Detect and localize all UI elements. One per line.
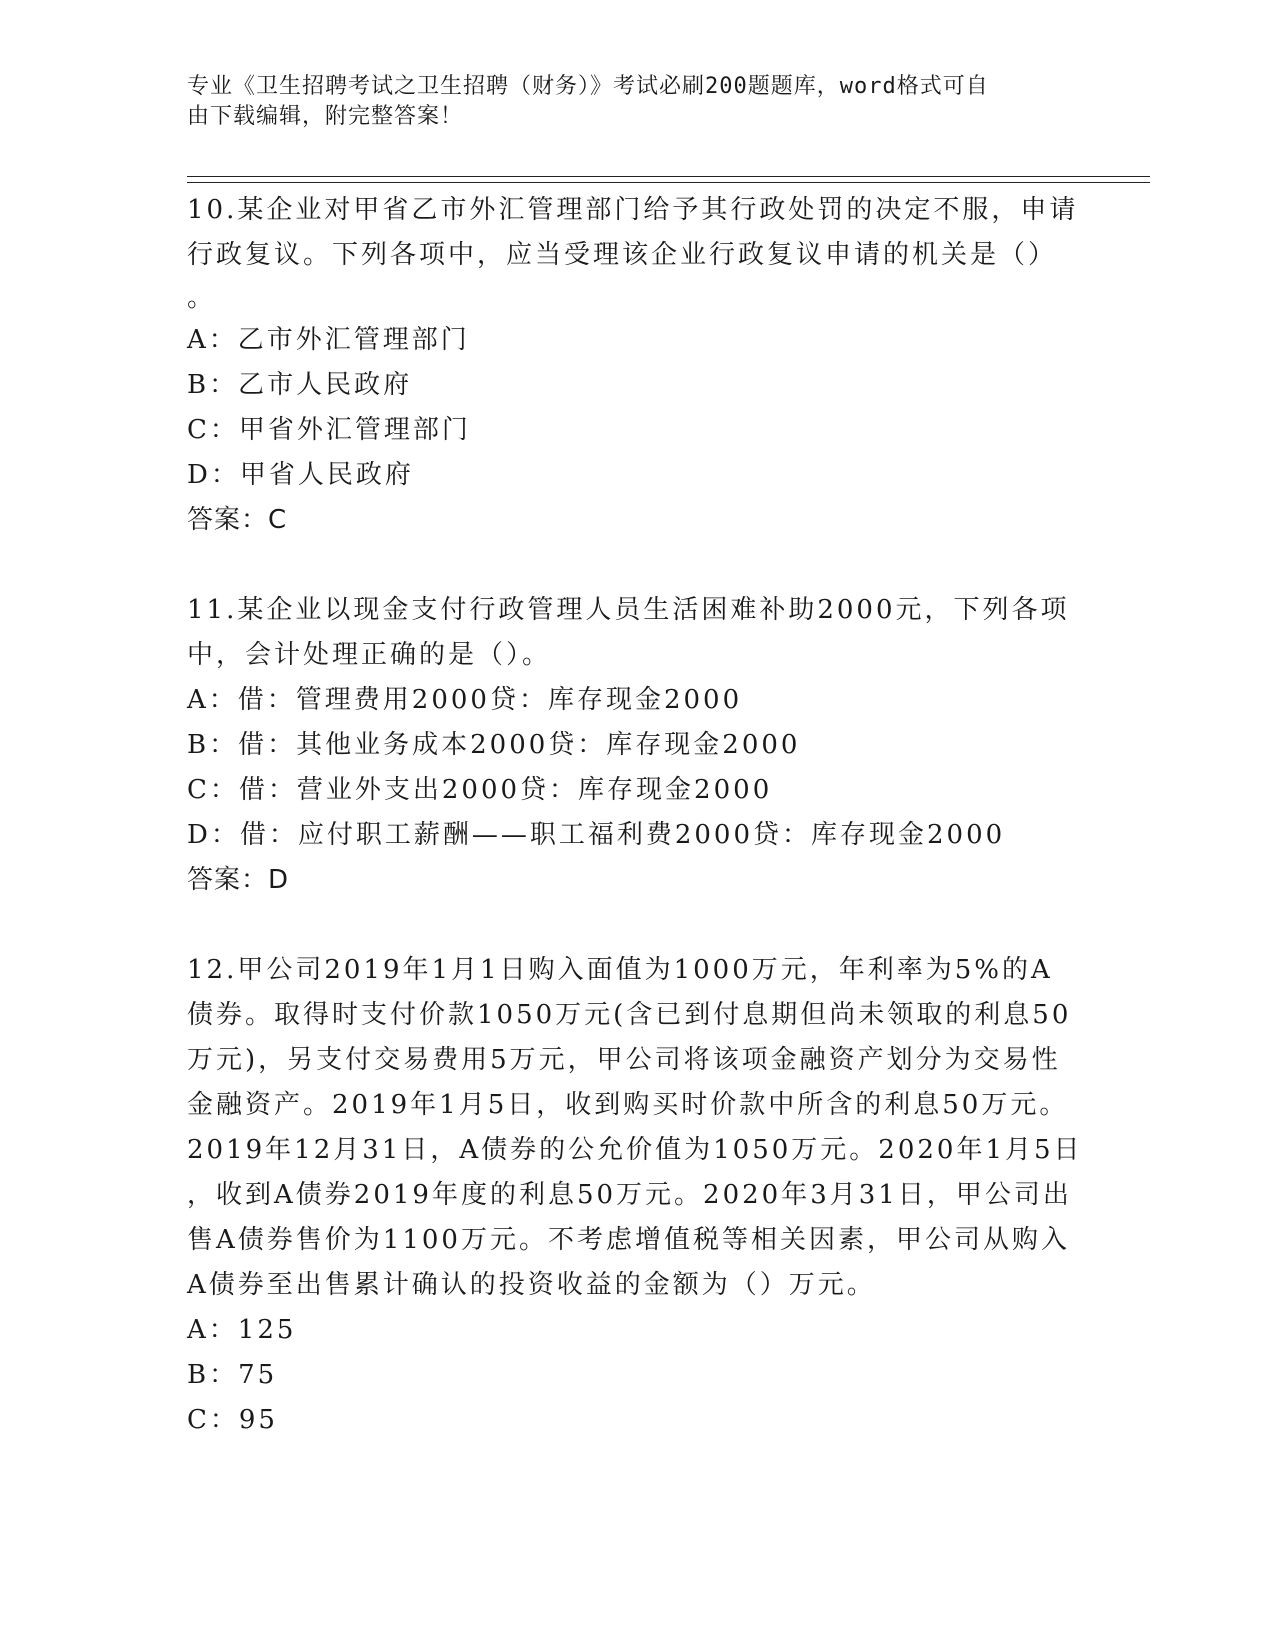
question-text-line: 11.某企业以现金支付行政管理人员生活困难补助2000元，下列各项 — [187, 595, 1070, 625]
option-b: B：75 — [187, 1360, 278, 1390]
answer-label: 答案：C — [187, 505, 288, 535]
option-d: D：甲省人民政府 — [187, 460, 414, 490]
answer-label: 答案：D — [187, 865, 290, 895]
header-line-2: 由下载编辑，附完整答案！ — [187, 104, 464, 129]
question-11 — [187, 588, 1087, 903]
question-10 — [187, 188, 1087, 543]
question-text-line: 12.甲公司2019年1月1日购入面值为1000万元，年利率为5%的A — [187, 955, 1053, 985]
question-text-line: 10.某企业对甲省乙市外汇管理部门给予其行政处罚的决定不服，申请 — [187, 195, 1079, 225]
option-a: A：借：管理费用2000贷：库存现金2000 — [187, 685, 743, 715]
option-a: A：乙市外汇管理部门 — [187, 325, 470, 355]
option-c: C：95 — [187, 1405, 278, 1435]
option-a: A：125 — [187, 1315, 297, 1345]
option-c: C：借：营业外支出2000贷：库存现金2000 — [187, 775, 773, 805]
option-c: C：甲省外汇管理部门 — [187, 415, 471, 445]
question-text-line: 售A债券售价为1100万元。不考虑增值税等相关因素，甲公司从购入 — [187, 1225, 1070, 1255]
header-line-1: 专业《卫生招聘考试之卫生招聘（财务）》考试必刷200题题库，word格式可自 — [187, 74, 989, 99]
question-text-line: 中，会计处理正确的是（）。 — [187, 640, 552, 670]
question-text-line: 债券。取得时支付价款1050万元(含已到付息期但尚未领取的利息50 — [187, 1000, 1072, 1030]
question-text-line: 。 — [187, 283, 217, 313]
question-12 — [187, 948, 1087, 1443]
question-text-line: 行政复议。下列各项中，应当受理该企业行政复议申请的机关是（） — [187, 240, 1058, 270]
document-header — [187, 72, 1087, 132]
question-text-line: ，收到A债券2019年度的利息50万元。2020年3月31日，甲公司出 — [187, 1180, 1072, 1210]
option-b: B：借：其他业务成本2000贷：库存现金2000 — [187, 730, 801, 760]
option-b: B：乙市人民政府 — [187, 370, 413, 400]
question-spacer — [187, 903, 1087, 948]
question-text-line: 金融资产。2019年1月5日，收到购买时价款中所含的利息50万元。 — [187, 1090, 1069, 1120]
header-divider-top — [187, 176, 1150, 177]
question-spacer — [187, 543, 1087, 588]
option-d: D：借：应付职工薪酬——职工福利费2000贷：库存现金2000 — [187, 820, 1006, 850]
question-text-line: 万元)，另支付交易费用5万元，甲公司将该项金融资产划分为交易性 — [187, 1045, 1061, 1075]
question-list — [187, 188, 1087, 1443]
question-text-line: 2019年12月31日，A债券的公允价值为1050万元。2020年1月5日 — [187, 1135, 1083, 1165]
header-divider-bottom — [187, 182, 1150, 183]
question-text-line: A债券至出售累计确认的投资收益的金额为（）万元。 — [187, 1270, 876, 1300]
